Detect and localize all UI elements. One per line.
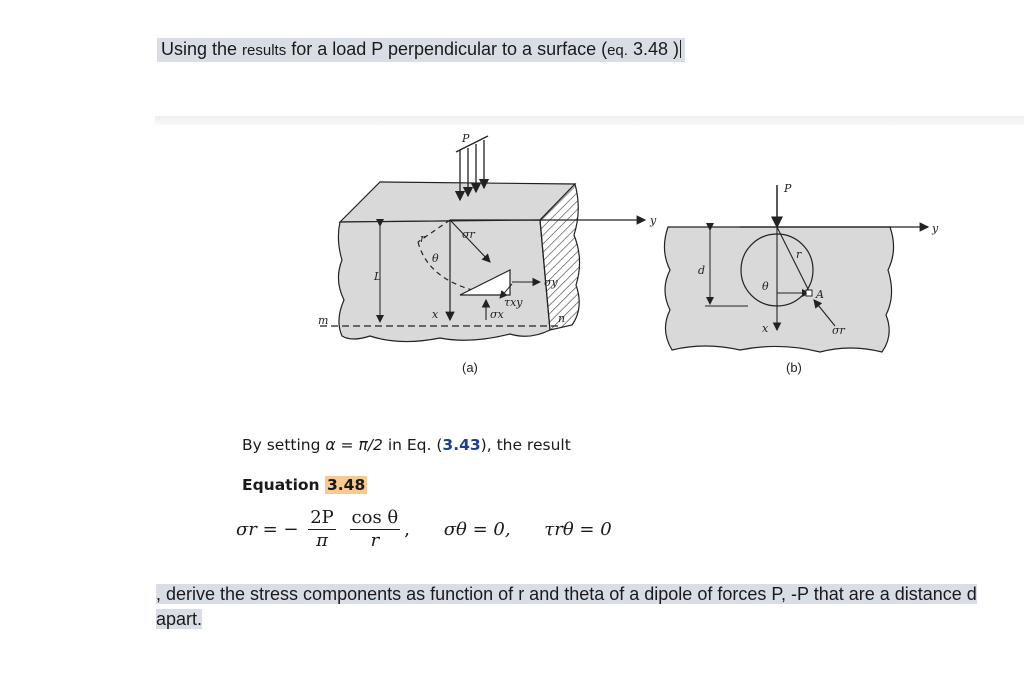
label-P-b: P [784, 182, 792, 195]
figure-top-border [155, 116, 1024, 125]
question-intro: Using the results for a load P perpendicular to a surface (eq. 3.48 ) [157, 38, 685, 62]
equation-intro: By setting α = π/2 in Eq. (3.43), the result [242, 436, 571, 454]
text-cursor [680, 40, 681, 58]
label-theta-b: θ [762, 280, 769, 293]
label-y-a: y [650, 214, 657, 227]
equation-ref-link[interactable]: 3.43 [442, 436, 481, 454]
label-x-b: x [762, 322, 769, 335]
caption-b: (b) [786, 360, 802, 375]
question-end: , derive the stress components as function of r and theta of a dipole of forces P, -P that are a distance d apart. [156, 584, 977, 629]
equation-3-48: σr = − $\frac{2P}{\pi}$ $\frac{\text{cos θ}}{r}$ , σθ = 0, τrθ = 0 [236, 507, 612, 551]
label-r-b: r [796, 248, 802, 261]
figure-a [318, 132, 657, 375]
label-x-a: x [432, 308, 439, 321]
label-d-b: d [698, 264, 706, 277]
stress-figure [300, 130, 940, 380]
label-n-a: n [558, 312, 566, 325]
label-r-a: r [420, 232, 426, 245]
caption-a: (a) [462, 360, 478, 375]
equation-label: Equation 3.48 [242, 476, 366, 494]
label-tau-xy-a: τxy [504, 296, 523, 309]
label-sigma-x-a: σx [490, 308, 504, 321]
label-sigma-r-a: σr [462, 228, 475, 241]
label-A-b: A [816, 288, 824, 301]
label-theta-a: θ [432, 252, 439, 265]
label-sigma-r-b: σr [832, 324, 845, 337]
label-sigma-y-a: σy [544, 276, 558, 289]
label-m-a: m [318, 314, 329, 327]
label-y-b: y [932, 222, 939, 235]
figure-b [664, 182, 939, 375]
label-L-a: L [374, 270, 382, 283]
label-P-a: P [462, 132, 470, 145]
block-a-top-face [340, 182, 575, 222]
block-a-front-face [338, 220, 550, 342]
equation-number: 3.48 [326, 476, 366, 494]
